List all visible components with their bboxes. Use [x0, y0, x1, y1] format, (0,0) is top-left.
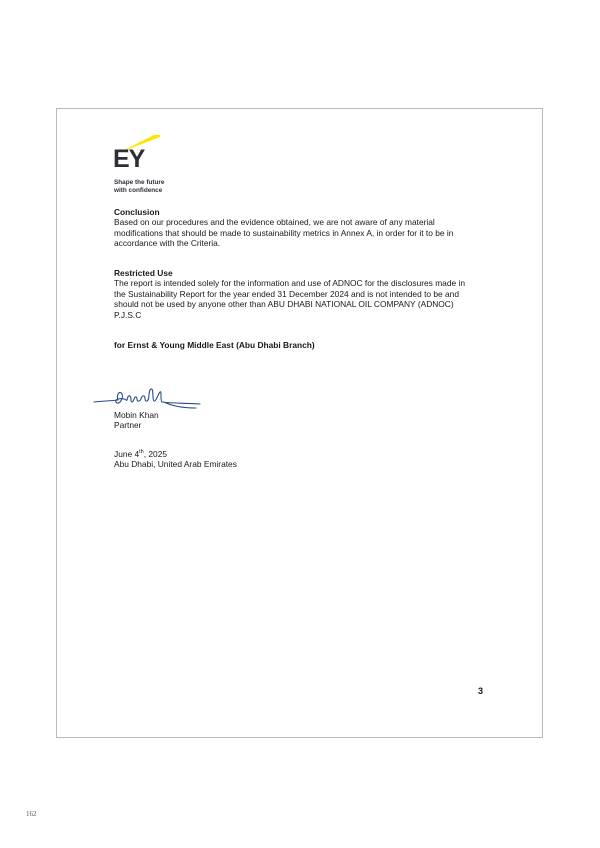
ey-tagline [114, 179, 164, 195]
firm-name: for Ernst & Young Middle East (Abu Dhabi Branch) [114, 340, 315, 350]
restricted-use-line-4: P.J.S.C [114, 309, 142, 320]
conclusion-section [114, 207, 494, 249]
restricted-use-heading: Restricted Use [114, 268, 173, 278]
ey-tagline-line-1: Shape the future [114, 179, 165, 186]
signing-location: Abu Dhabi, United Arab Emirates [114, 459, 237, 470]
conclusion-line-2: modifications that should be made to sustainability metrics in Annex A, in order for it to be in [114, 227, 454, 238]
restricted-use-line-1: The report is intended solely for the information and use of ADNOC for the disclosures made in [114, 278, 465, 289]
conclusion-heading: Conclusion [114, 207, 160, 217]
ey-tagline-line-2: with confidence [114, 187, 163, 194]
signing-date-year: , 2025 [143, 449, 168, 459]
signatory-block [114, 410, 159, 431]
restricted-use-line-2: the Sustainability Report for the year ended 31 December 2024 and is not intended to be and [114, 288, 460, 299]
report-page-number: 162 [26, 810, 37, 818]
signatory-title: Partner [114, 420, 142, 431]
signing-date-day: June 4 [114, 449, 140, 459]
conclusion-line-1: Based on our procedures and the evidence obtained, we are not aware of any material [114, 217, 435, 228]
letter-page-number: 3 [478, 686, 484, 696]
ey-wordmark: EY [113, 145, 145, 173]
restricted-use-section [114, 268, 494, 320]
signatory-name: Mobin Khan [114, 410, 159, 420]
signing-date-suffix: th [139, 449, 144, 456]
date-location-block [114, 449, 237, 470]
ey-logo [114, 135, 184, 199]
signing-date [114, 449, 237, 459]
restricted-use-line-3: should not be used by anyone other than ABU DHABI NATIONAL OIL COMPANY (ADNOC) [114, 299, 454, 310]
conclusion-line-3: accordance with the Criteria. [114, 238, 221, 249]
